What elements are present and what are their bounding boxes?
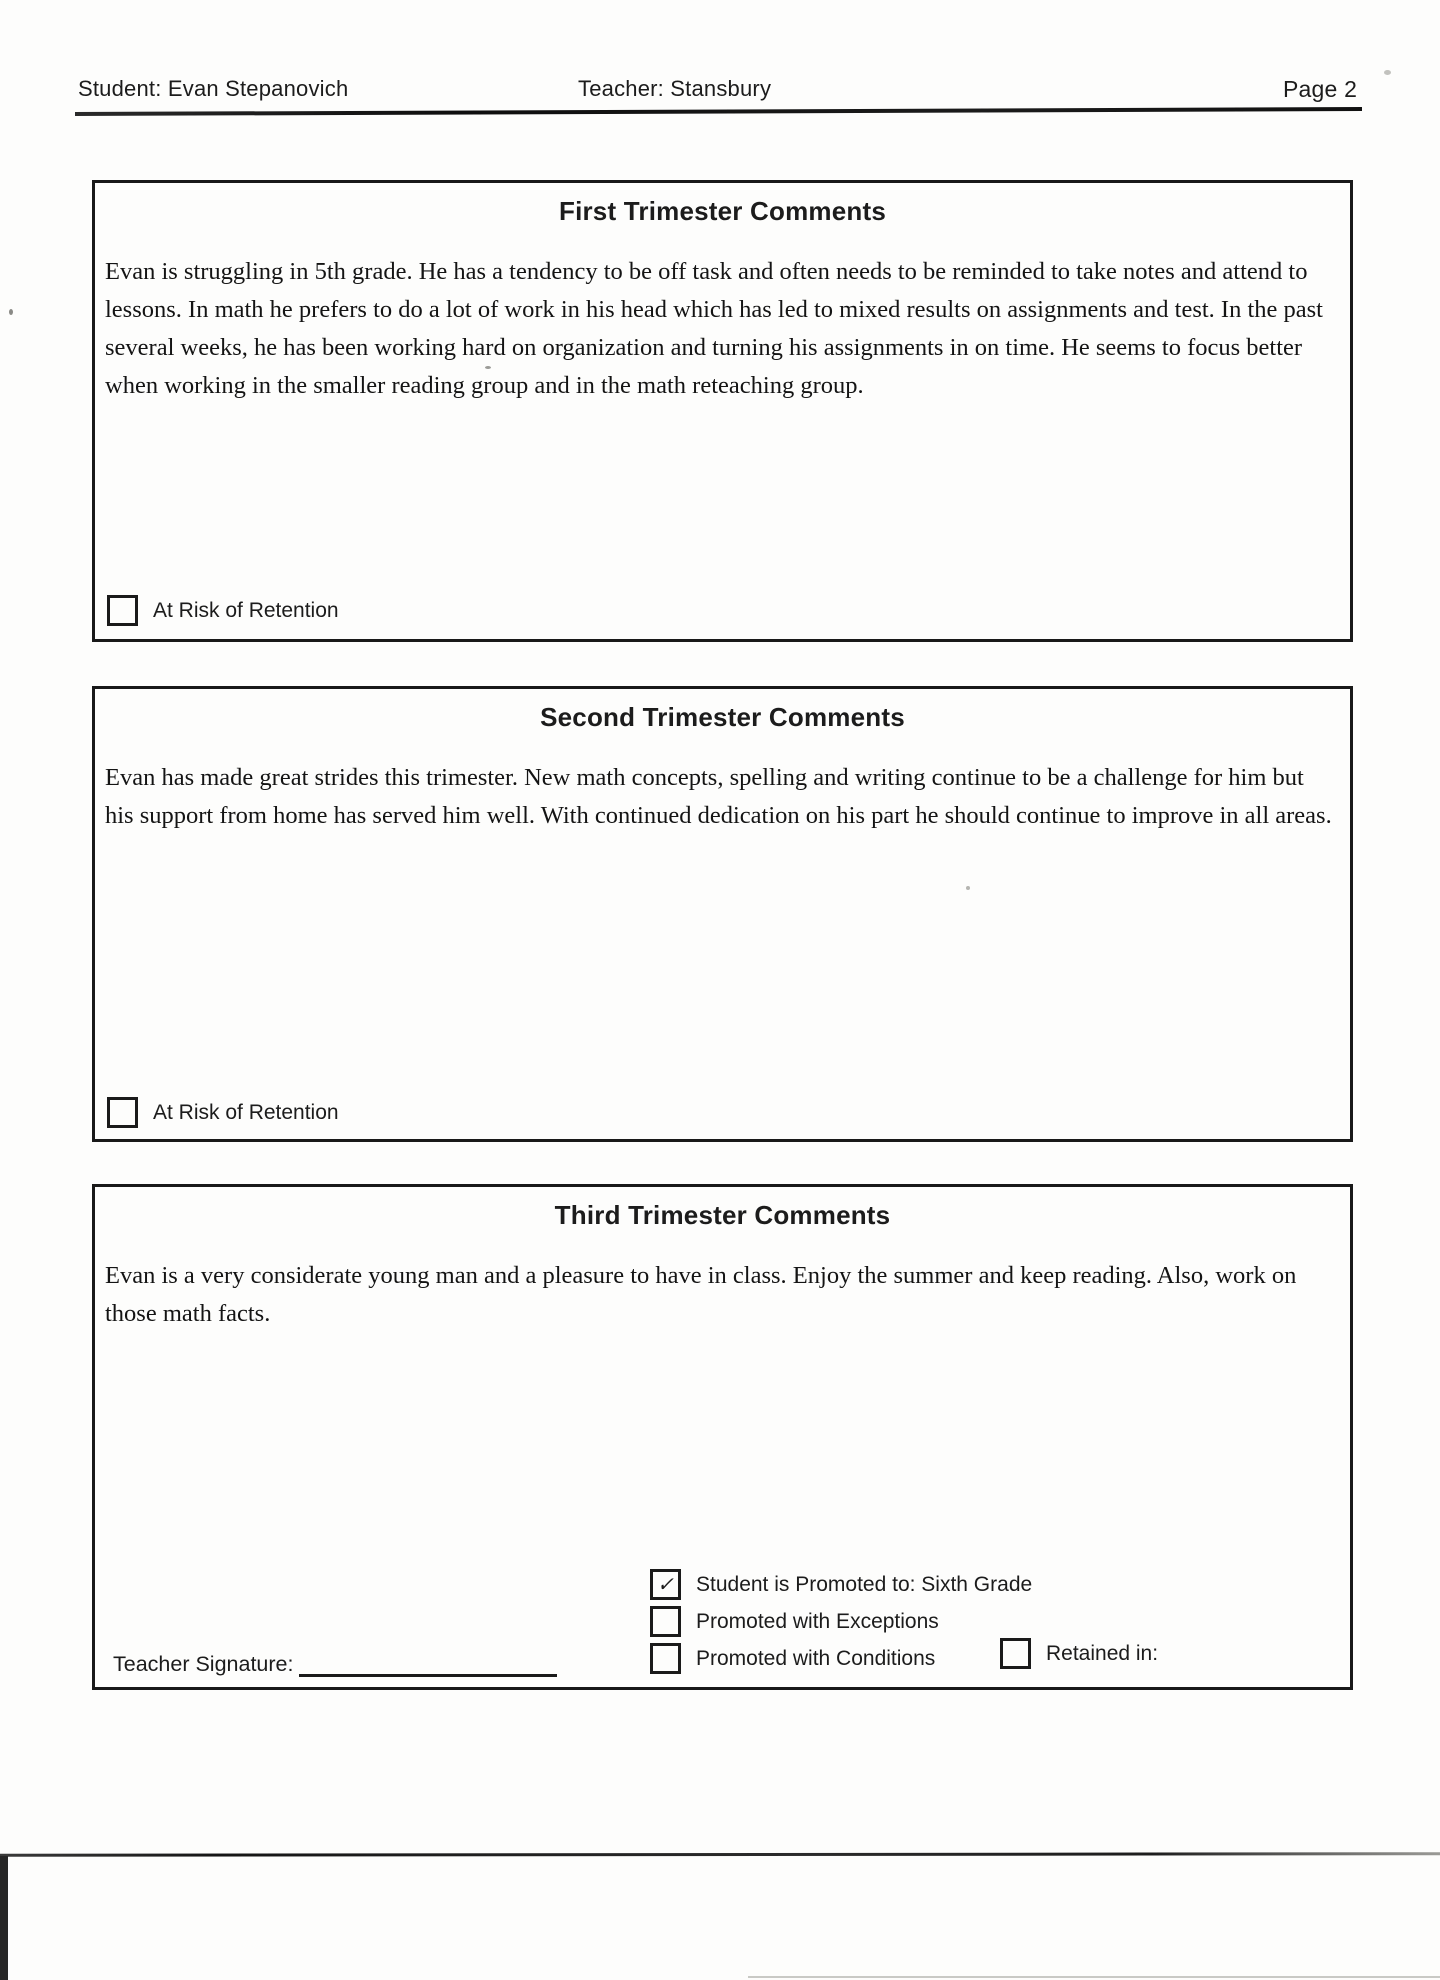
third-trimester-title: Third Trimester Comments [554,1200,891,1230]
header-student-name: Student: Evan Stepanovich [78,76,349,101]
promoted-conditions-label: Promoted with Conditions [696,1646,936,1670]
promoted-conditions-checkbox[interactable] [650,1643,681,1674]
scan-speck [485,366,491,369]
promotion-option-promoted [650,1569,1032,1600]
scan-speck [966,886,970,890]
checkmark-icon: ✓ [657,1574,674,1596]
scan-artifact-left-strip [0,1856,8,1980]
at-risk-checkbox-first[interactable] [107,595,138,626]
at-risk-label-first: At Risk of Retention [153,598,339,622]
first-trimester-section [92,180,1353,642]
header-teacher-name: Teacher: Stansbury [578,76,772,101]
retained-in-checkbox[interactable] [1000,1638,1031,1669]
retained-in-label: Retained in: [1046,1641,1159,1665]
second-trimester-section [92,686,1353,1142]
third-trimester-comments-text: Evan is a very considerate young man and a pleasure to have in class. Enjoy the summer and keep reading. Also, work on those math facts. [105,1262,1297,1327]
promotion-options-group [650,1569,1032,1674]
scan-artifact-bottom-line [0,1852,1440,1857]
promoted-exceptions-label: Promoted with Exceptions [696,1609,939,1633]
teacher-signature-row [113,1652,557,1677]
promoted-label: Student is Promoted to: Sixth Grade [696,1572,1033,1596]
teacher-signature-line[interactable] [299,1652,557,1677]
second-trimester-comments-text: Evan has made great strides this trimester. New math concepts, spelling and writing continue to be a challenge for him but his support from home has served him well. With continued dedication on his part he should continue to improve in all areas. [105,764,1332,829]
at-risk-label-second: At Risk of Retention [153,1100,339,1124]
first-trimester-title: First Trimester Comments [558,196,886,226]
at-risk-checkbox-second[interactable] [107,1097,138,1128]
retention-row-second [107,1097,339,1128]
promotion-option-exceptions [650,1606,1032,1637]
first-trimester-comments-text: Evan is struggling in 5th grade. He has a tendency to be off task and often needs to be reminded to take notes and attend to lessons. In math he prefers to do a lot of work in his head which has led to mixed results on assignments and test. In the past several weeks, he has been working hard on organization and turning his assignments in on time. He seems to focus better when working in the smaller reading group and in the math reteaching group. [105,258,1323,399]
promoted-checkbox[interactable] [650,1569,681,1600]
promoted-exceptions-checkbox[interactable] [650,1606,681,1637]
retained-in-row [1000,1638,1158,1669]
header-page-number: Page 2 [1283,76,1358,102]
scan-speck [1384,70,1391,75]
second-trimester-title: Second Trimester Comments [540,702,905,732]
scan-speck [9,309,13,315]
teacher-signature-label: Teacher Signature: [113,1652,294,1676]
header-divider-rule [75,107,1362,116]
scan-artifact-bottom-faint-line [748,1976,1440,1978]
promotion-option-conditions [650,1643,1032,1674]
retention-row-first [107,595,339,626]
